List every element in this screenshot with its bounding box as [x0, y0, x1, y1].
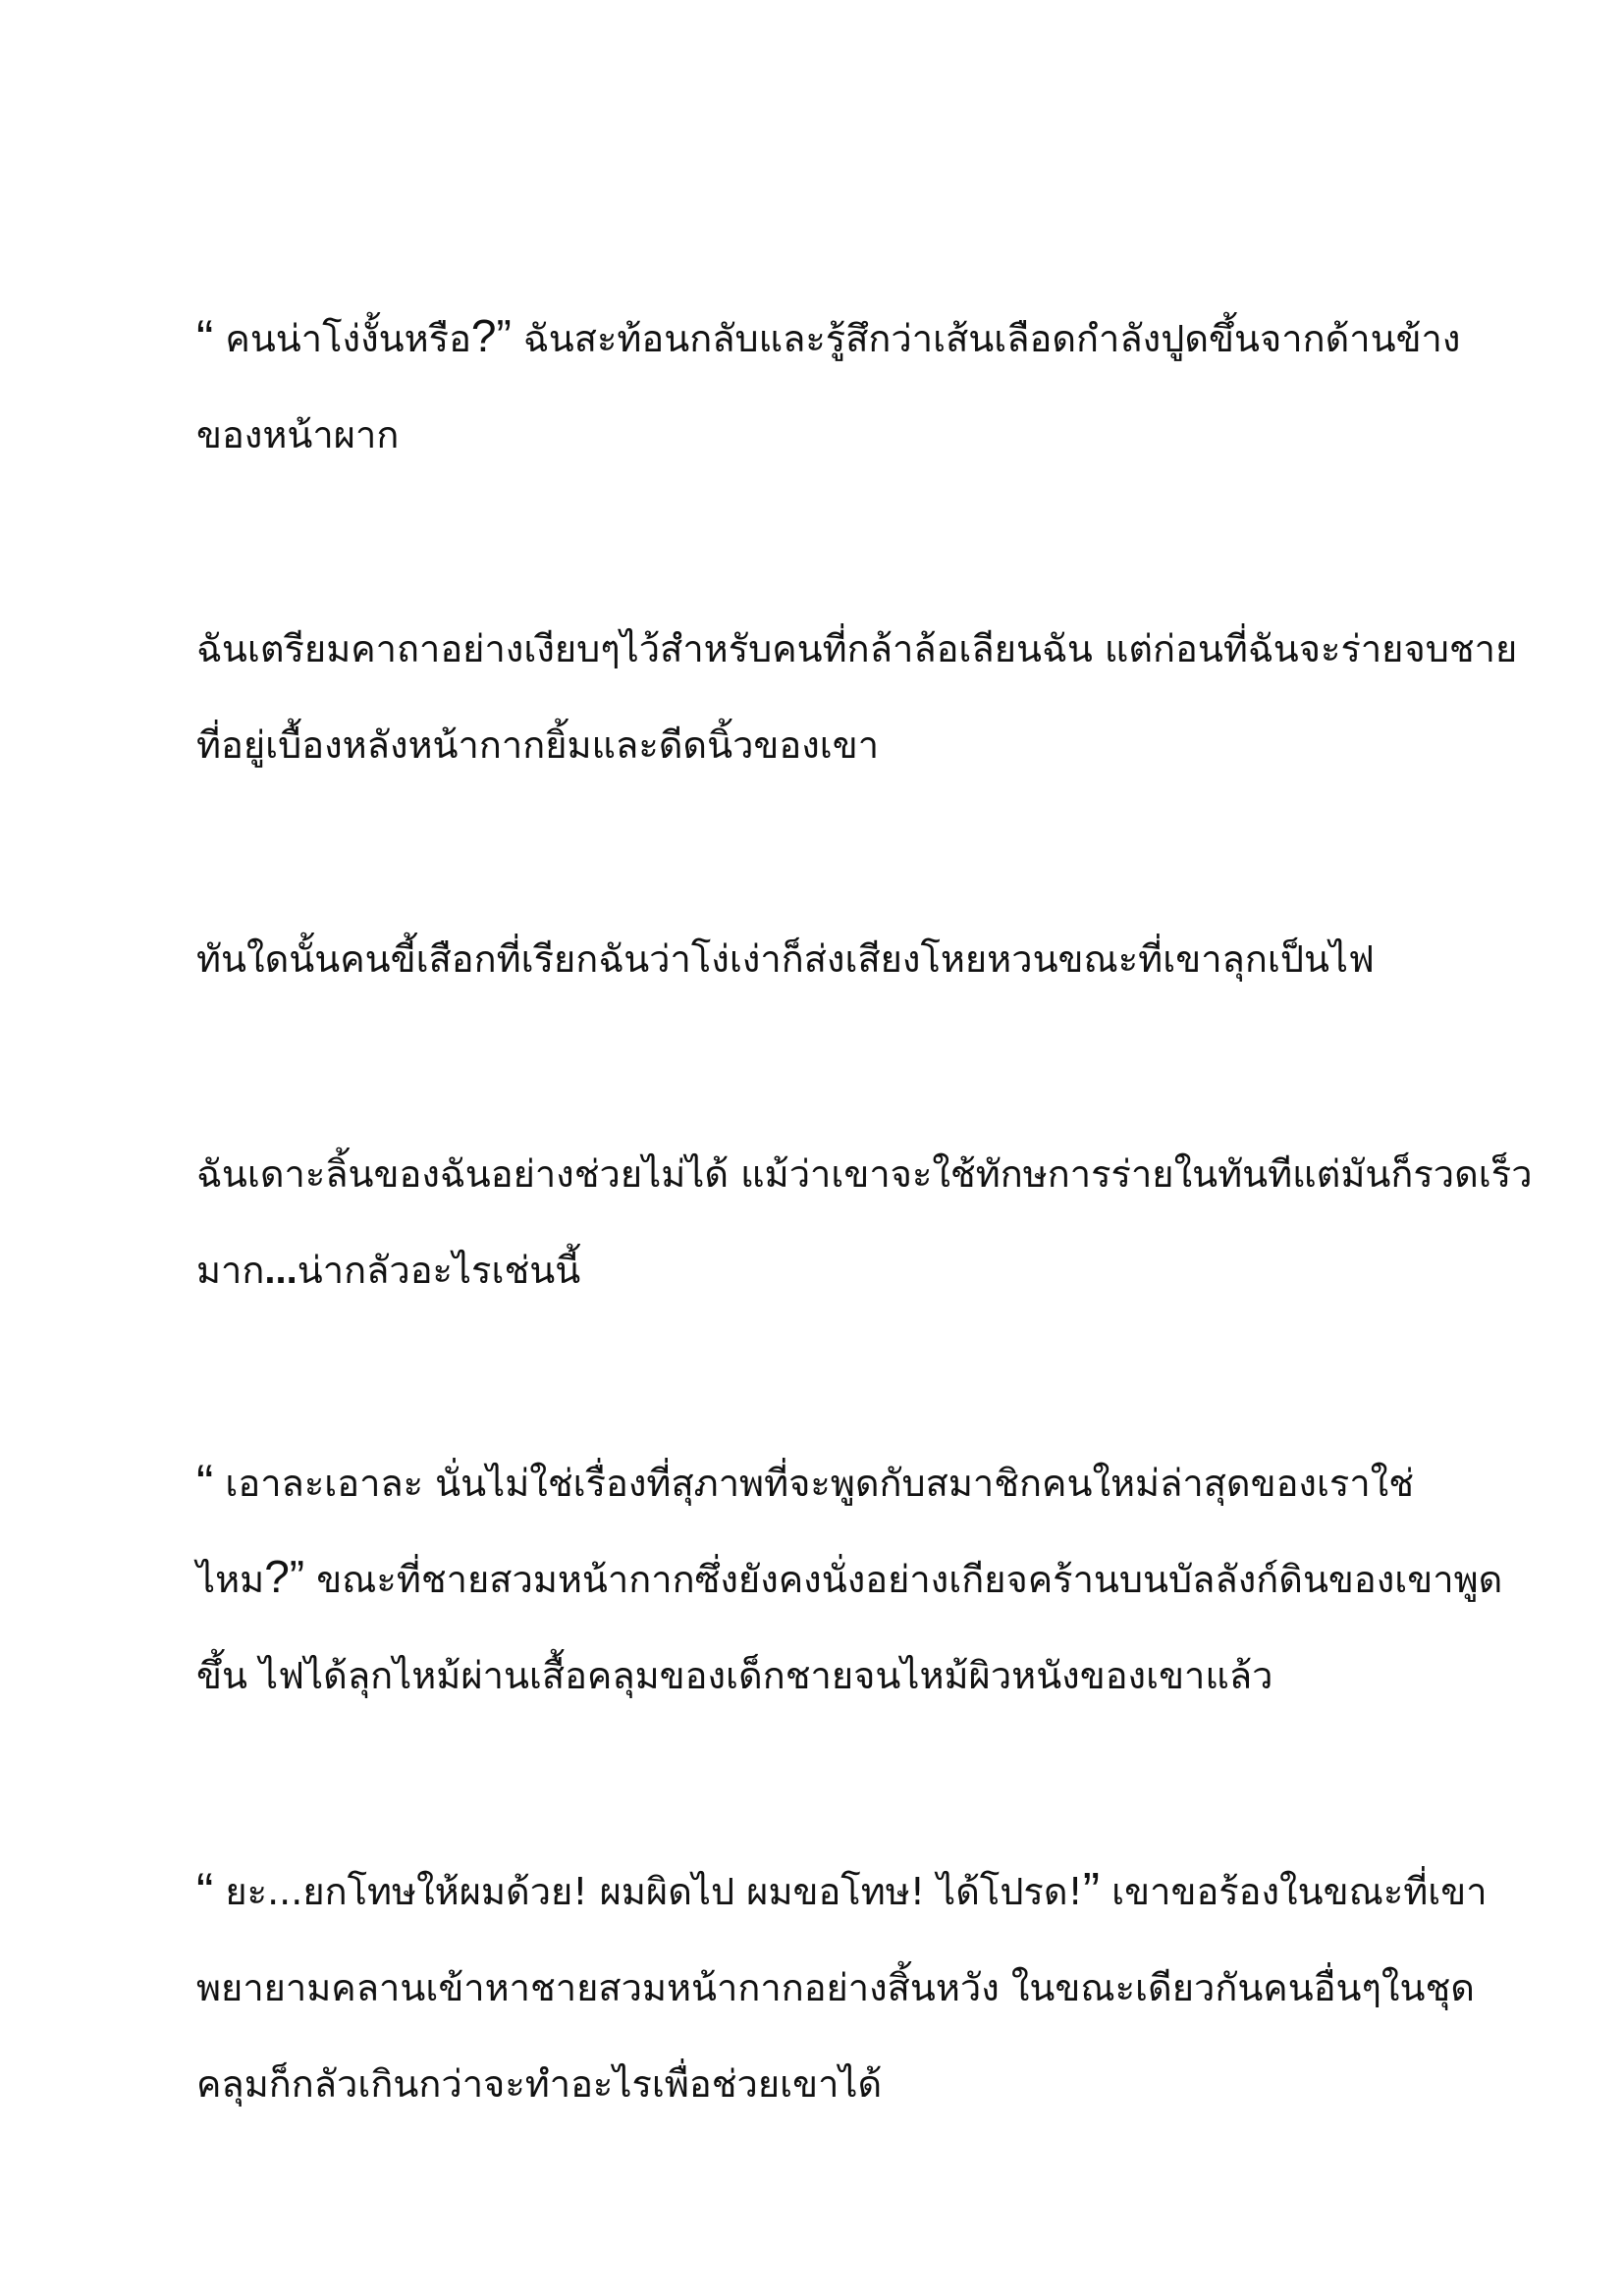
paragraph-line	[196, 1940, 1475, 2036]
open-quote: “	[196, 1863, 214, 1920]
paragraph-line	[196, 1126, 1533, 1222]
text-segment: ทันใดนั้นคนขี้เสือกที่เรียกฉันว่าโง่เง่าก็ส่งเสียงโหยหวนขณะที่เขาลุกเป็นไฟ	[196, 937, 1375, 981]
text-segment: เขาขอร้องในขณะที่เขา	[1100, 1870, 1488, 1913]
paragraph-5	[196, 1435, 1503, 1724]
paragraph-line	[196, 911, 1443, 1007]
ellipsis: ...	[264, 1249, 298, 1292]
paragraph-line	[196, 1222, 1443, 1318]
open-quote: “	[196, 310, 214, 367]
open-quote: “	[196, 1455, 214, 1512]
question-close-quote: ?”	[470, 310, 512, 361]
close-quote: ”	[1082, 1863, 1101, 1920]
text-segment: ขณะที่ชายสวมหน้ากากซึ่งยังคงนั่งอย่างเกียจคร้านบนบัลลังก์ดินของเขาพูด	[304, 1558, 1503, 1601]
paragraph-1	[196, 291, 1461, 483]
text-segment: ไหม	[196, 1558, 265, 1601]
paragraph-2	[196, 601, 1518, 793]
text-segment: คนน่าโง่งั้นหรือ	[213, 317, 471, 360]
text-segment: น่ากลัวอะไรเช่นนี้	[297, 1249, 581, 1292]
text-segment: ฉันสะท้อนกลับและรู้สึกว่าเส้นเลือดกำลังปูดขึ้นจากด้านข้าง	[511, 317, 1461, 360]
text-segment: คลุมก็กลัวเกินกว่าจะทำอะไรเพื่อช่วยเขาได้	[196, 2062, 883, 2106]
paragraph-6	[196, 1843, 1488, 2132]
question-close-quote: ?”	[264, 1551, 305, 1602]
text-segment: ที่อยู่เบื้องหลังหน้ากากยิ้มและดีดนิ้วของเขา	[196, 723, 880, 767]
paragraph-line	[196, 387, 1443, 483]
paragraph-line	[196, 1628, 1443, 1724]
paragraph-line	[196, 1435, 1443, 1531]
text-segment: พยายามคลานเข้าหาชายสวมหน้ากากอย่างสิ้นหวัง ในขณะเดียวกันคนอื่นๆในชุด	[196, 1966, 1475, 2009]
paragraph-line	[196, 291, 1461, 387]
paragraph-line	[196, 1843, 1488, 1940]
paragraph-4	[196, 1126, 1533, 1318]
text-segment: ฉันเตรียมคาถาอย่างเงียบๆไว้สำหรับคนที่กล้าล้อเลียนฉัน แต่ก่อนที่ฉันจะร่ายจบชาย	[196, 627, 1518, 670]
text-segment: ยะ...ยกโทษให้ผมด้วย! ผมผิดไป ผมขอโทษ! ได้โปรด!	[213, 1870, 1083, 1913]
text-segment: มาก	[196, 1249, 265, 1292]
paragraph-line	[196, 601, 1518, 697]
paragraph-line	[196, 1531, 1503, 1628]
paragraph-line	[196, 697, 1443, 793]
paragraph-line	[196, 2036, 1443, 2132]
text-segment: เอาละเอาละ นั่นไม่ใช่เรื่องที่สุภาพที่จะพูดกับสมาชิกคนใหม่ล่าสุดของเราใช่	[213, 1462, 1415, 1505]
paragraph-3	[196, 911, 1443, 1007]
text-segment: ขึ้น ไฟได้ลุกไหม้ผ่านเสื้อคลุมของเด็กชายจนไหม้ผิวหนังของเขาแล้ว	[196, 1654, 1273, 1697]
text-segment: ฉันเดาะลิ้นของฉันอย่างช่วยไม่ได้ แม้ว่าเขาจะใช้ทักษการร่ายในทันทีแต่มันก็รวดเร็ว	[196, 1152, 1533, 1196]
text-segment: ของหน้าผาก	[196, 413, 400, 456]
